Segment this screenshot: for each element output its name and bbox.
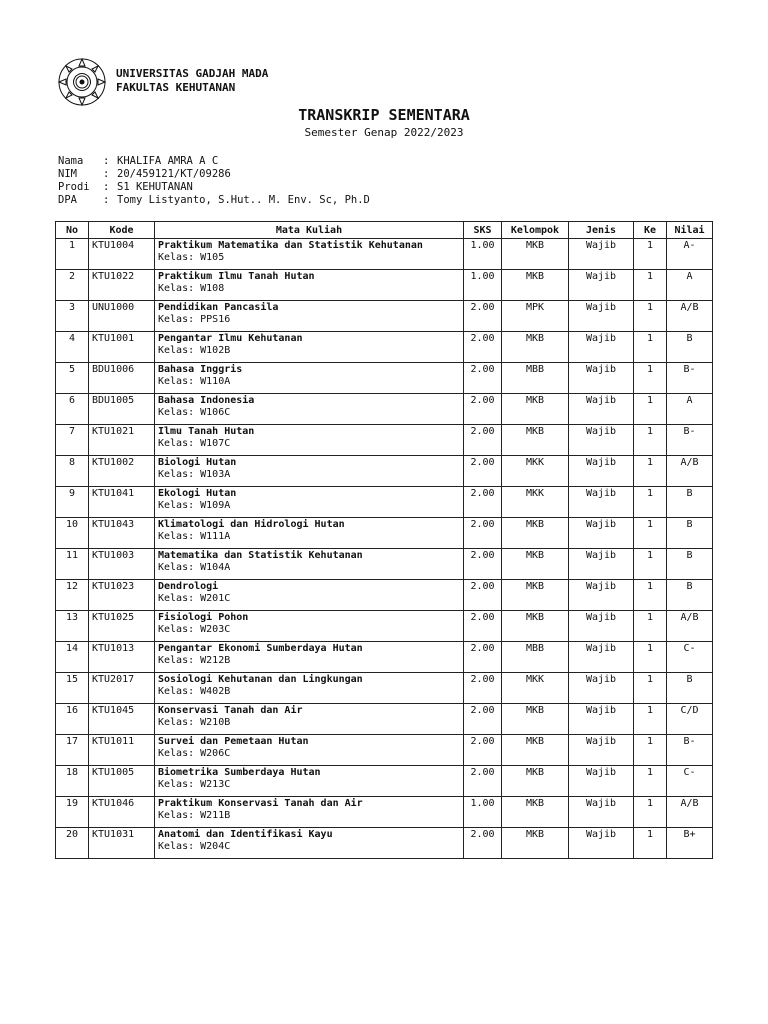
course-name: Dendrologi xyxy=(158,581,219,592)
semester-subtitle: Semester Genap 2022/2023 xyxy=(304,126,464,139)
cell-nilai: B xyxy=(667,580,713,611)
cell-sks: 2.00 xyxy=(464,611,502,642)
table-row xyxy=(56,518,713,549)
cell-jenis: Wajib xyxy=(569,456,634,487)
cell-no: 6 xyxy=(56,394,89,425)
cell-no: 7 xyxy=(56,425,89,456)
cell-no: 17 xyxy=(56,735,89,766)
course-name: Fisiologi Pohon xyxy=(158,612,249,623)
cell-mata-kuliah xyxy=(155,456,464,487)
cell-no: 14 xyxy=(56,642,89,673)
cell-kelompok: MBB xyxy=(502,642,569,673)
course-name: Biologi Hutan xyxy=(158,457,237,468)
cell-no: 13 xyxy=(56,611,89,642)
student-info xyxy=(58,155,370,207)
cell-nilai: A/B xyxy=(667,797,713,828)
course-name: Praktikum Konservasi Tanah dan Air xyxy=(158,798,363,809)
info-label: Nama xyxy=(58,155,84,167)
cell-no: 10 xyxy=(56,518,89,549)
cell-ke: 1 xyxy=(634,580,667,611)
cell-sks: 2.00 xyxy=(464,704,502,735)
cell-sks: 1.00 xyxy=(464,797,502,828)
cell-mata-kuliah xyxy=(155,704,464,735)
cell-kode: KTU1002 xyxy=(89,456,155,487)
cell-ke: 1 xyxy=(634,797,667,828)
cell-sks: 2.00 xyxy=(464,828,502,859)
cell-jenis: Wajib xyxy=(569,425,634,456)
col-header-jenis: Jenis xyxy=(569,222,634,239)
cell-mata-kuliah xyxy=(155,797,464,828)
cell-mata-kuliah xyxy=(155,735,464,766)
course-name: Survei dan Pemetaan Hutan xyxy=(158,736,309,747)
cell-ke: 1 xyxy=(634,766,667,797)
table-row xyxy=(56,487,713,518)
cell-sks: 2.00 xyxy=(464,363,502,394)
cell-kelompok: MKB xyxy=(502,611,569,642)
cell-kode: KTU1011 xyxy=(89,735,155,766)
transcript-table xyxy=(55,221,713,859)
cell-jenis: Wajib xyxy=(569,270,634,301)
info-separator: : xyxy=(103,155,110,167)
cell-kelompok: MKK xyxy=(502,487,569,518)
table-row xyxy=(56,611,713,642)
course-name: Ilmu Tanah Hutan xyxy=(158,426,255,437)
table-row xyxy=(56,549,713,580)
course-class: Kelas: W109A xyxy=(158,499,231,511)
table-row xyxy=(56,766,713,797)
cell-ke: 1 xyxy=(634,363,667,394)
cell-kelompok: MKB xyxy=(502,394,569,425)
cell-mata-kuliah xyxy=(155,549,464,580)
student-info-row xyxy=(58,194,370,207)
cell-mata-kuliah xyxy=(155,487,464,518)
cell-kode: KTU1003 xyxy=(89,549,155,580)
cell-nilai: A xyxy=(667,270,713,301)
cell-no: 20 xyxy=(56,828,89,859)
cell-sks: 2.00 xyxy=(464,673,502,704)
cell-kelompok: MKB xyxy=(502,580,569,611)
cell-jenis: Wajib xyxy=(569,487,634,518)
university-name: UNIVERSITAS GADJAH MADA xyxy=(116,67,269,80)
cell-sks: 2.00 xyxy=(464,394,502,425)
table-row xyxy=(56,301,713,332)
cell-kode: KTU1045 xyxy=(89,704,155,735)
info-label: NIM xyxy=(58,168,77,180)
cell-kode: BDU1006 xyxy=(89,363,155,394)
table-row xyxy=(56,394,713,425)
course-name: Sosiologi Kehutanan dan Lingkungan xyxy=(158,674,363,685)
cell-nilai: B- xyxy=(667,363,713,394)
cell-no: 12 xyxy=(56,580,89,611)
cell-sks: 2.00 xyxy=(464,642,502,673)
cell-mata-kuliah xyxy=(155,363,464,394)
cell-mata-kuliah xyxy=(155,332,464,363)
course-class: Kelas: W402B xyxy=(158,685,231,697)
cell-nilai: B xyxy=(667,332,713,363)
cell-kode: KTU1025 xyxy=(89,611,155,642)
cell-jenis: Wajib xyxy=(569,580,634,611)
cell-jenis: Wajib xyxy=(569,549,634,580)
course-name: Pendidikan Pancasila xyxy=(158,302,279,313)
course-name: Bahasa Indonesia xyxy=(158,395,255,406)
cell-jenis: Wajib xyxy=(569,673,634,704)
cell-mata-kuliah xyxy=(155,580,464,611)
table-row xyxy=(56,239,713,270)
cell-ke: 1 xyxy=(634,301,667,332)
cell-mata-kuliah xyxy=(155,673,464,704)
cell-kode: KTU1022 xyxy=(89,270,155,301)
cell-nilai: C- xyxy=(667,642,713,673)
cell-no: 3 xyxy=(56,301,89,332)
cell-nilai: B xyxy=(667,673,713,704)
cell-ke: 1 xyxy=(634,239,667,270)
cell-nilai: B xyxy=(667,487,713,518)
info-separator: : xyxy=(103,181,110,193)
cell-ke: 1 xyxy=(634,642,667,673)
cell-sks: 2.00 xyxy=(464,301,502,332)
cell-no: 9 xyxy=(56,487,89,518)
cell-kelompok: MKB xyxy=(502,425,569,456)
table-row xyxy=(56,797,713,828)
cell-nilai: A/B xyxy=(667,301,713,332)
cell-ke: 1 xyxy=(634,828,667,859)
cell-kode: KTU1001 xyxy=(89,332,155,363)
cell-ke: 1 xyxy=(634,270,667,301)
cell-nilai: B+ xyxy=(667,828,713,859)
course-name: Matematika dan Statistik Kehutanan xyxy=(158,550,363,561)
cell-kelompok: MKB xyxy=(502,518,569,549)
cell-kelompok: MPK xyxy=(502,301,569,332)
col-header-ke: Ke xyxy=(634,222,667,239)
cell-ke: 1 xyxy=(634,673,667,704)
cell-kelompok: MKB xyxy=(502,549,569,580)
cell-ke: 1 xyxy=(634,704,667,735)
cell-nilai: A- xyxy=(667,239,713,270)
cell-kelompok: MKB xyxy=(502,766,569,797)
info-label: DPA xyxy=(58,194,77,206)
faculty-name: FAKULTAS KEHUTANAN xyxy=(116,81,236,94)
course-class: Kelas: W106C xyxy=(158,406,231,418)
cell-nilai: B xyxy=(667,549,713,580)
course-class: Kelas: W213C xyxy=(158,778,231,790)
info-separator: : xyxy=(103,194,110,206)
cell-ke: 1 xyxy=(634,456,667,487)
course-class: Kelas: W104A xyxy=(158,561,231,573)
course-name: Konservasi Tanah dan Air xyxy=(158,705,303,716)
cell-jenis: Wajib xyxy=(569,766,634,797)
cell-nilai: A/B xyxy=(667,456,713,487)
cell-kelompok: MKB xyxy=(502,735,569,766)
course-class: Kelas: W206C xyxy=(158,747,231,759)
cell-jenis: Wajib xyxy=(569,828,634,859)
cell-jenis: Wajib xyxy=(569,797,634,828)
info-value: KHALIFA AMRA A C xyxy=(117,155,219,167)
cell-mata-kuliah xyxy=(155,642,464,673)
cell-nilai: A/B xyxy=(667,611,713,642)
cell-nilai: B- xyxy=(667,425,713,456)
cell-sks: 1.00 xyxy=(464,239,502,270)
course-name: Praktikum Matematika dan Statistik Kehutanan xyxy=(158,240,423,251)
cell-mata-kuliah xyxy=(155,270,464,301)
cell-jenis: Wajib xyxy=(569,642,634,673)
course-name: Praktikum Ilmu Tanah Hutan xyxy=(158,271,315,282)
cell-kode: KTU1021 xyxy=(89,425,155,456)
col-header-sks: SKS xyxy=(464,222,502,239)
cell-no: 18 xyxy=(56,766,89,797)
course-name: Biometrika Sumberdaya Hutan xyxy=(158,767,321,778)
course-class: Kelas: W105 xyxy=(158,251,225,263)
cell-jenis: Wajib xyxy=(569,518,634,549)
table-row xyxy=(56,363,713,394)
cell-mata-kuliah xyxy=(155,766,464,797)
cell-ke: 1 xyxy=(634,487,667,518)
cell-kode: KTU2017 xyxy=(89,673,155,704)
course-class: Kelas: W201C xyxy=(158,592,231,604)
course-class: Kelas: W212B xyxy=(158,654,231,666)
cell-mata-kuliah xyxy=(155,518,464,549)
course-class: Kelas: W108 xyxy=(158,282,225,294)
info-value: 20/459121/KT/09286 xyxy=(117,168,231,180)
cell-sks: 2.00 xyxy=(464,549,502,580)
cell-no: 16 xyxy=(56,704,89,735)
cell-kode: KTU1004 xyxy=(89,239,155,270)
table-row xyxy=(56,642,713,673)
cell-kode: KTU1043 xyxy=(89,518,155,549)
cell-sks: 2.00 xyxy=(464,456,502,487)
cell-mata-kuliah xyxy=(155,828,464,859)
table-row xyxy=(56,270,713,301)
cell-no: 4 xyxy=(56,332,89,363)
cell-kode: KTU1041 xyxy=(89,487,155,518)
course-name: Bahasa Inggris xyxy=(158,364,243,375)
col-header-mata-kuliah: Mata Kuliah xyxy=(155,222,464,239)
cell-mata-kuliah xyxy=(155,394,464,425)
table-row xyxy=(56,735,713,766)
student-info-row xyxy=(58,168,370,181)
cell-mata-kuliah xyxy=(155,239,464,270)
course-class: Kelas: W110A xyxy=(158,375,231,387)
cell-kode: KTU1031 xyxy=(89,828,155,859)
cell-sks: 2.00 xyxy=(464,332,502,363)
cell-nilai: A xyxy=(667,394,713,425)
cell-no: 19 xyxy=(56,797,89,828)
table-row xyxy=(56,580,713,611)
info-value: S1 KEHUTANAN xyxy=(117,181,193,193)
info-label: Prodi xyxy=(58,181,90,193)
course-class: Kelas: W103A xyxy=(158,468,231,480)
cell-kode: UNU1000 xyxy=(89,301,155,332)
course-class: Kelas: W204C xyxy=(158,840,231,852)
course-class: Kelas: W111A xyxy=(158,530,231,542)
cell-kode: BDU1005 xyxy=(89,394,155,425)
cell-mata-kuliah xyxy=(155,611,464,642)
col-header-kode: Kode xyxy=(89,222,155,239)
cell-no: 8 xyxy=(56,456,89,487)
cell-jenis: Wajib xyxy=(569,735,634,766)
cell-kode: KTU1013 xyxy=(89,642,155,673)
course-class: Kelas: W203C xyxy=(158,623,231,635)
university-logo-icon xyxy=(57,57,107,107)
course-name: Klimatologi dan Hidrologi Hutan xyxy=(158,519,345,530)
cell-mata-kuliah xyxy=(155,425,464,456)
cell-ke: 1 xyxy=(634,394,667,425)
cell-jenis: Wajib xyxy=(569,704,634,735)
course-name: Pengantar Ilmu Kehutanan xyxy=(158,333,303,344)
cell-nilai: C/D xyxy=(667,704,713,735)
col-header-no: No xyxy=(56,222,89,239)
document-title: TRANSKRIP SEMENTARA xyxy=(298,106,470,124)
cell-jenis: Wajib xyxy=(569,394,634,425)
course-class: Kelas: W210B xyxy=(158,716,231,728)
cell-sks: 2.00 xyxy=(464,580,502,611)
cell-mata-kuliah xyxy=(155,301,464,332)
cell-sks: 2.00 xyxy=(464,766,502,797)
table-header-row xyxy=(56,222,713,239)
cell-kelompok: MKK xyxy=(502,456,569,487)
col-header-nilai: Nilai xyxy=(667,222,713,239)
cell-nilai: B xyxy=(667,518,713,549)
cell-kode: KTU1023 xyxy=(89,580,155,611)
info-value: Tomy Listyanto, S.Hut.. M. Env. Sc, Ph.D xyxy=(117,194,370,206)
cell-kode: KTU1046 xyxy=(89,797,155,828)
cell-kelompok: MKB xyxy=(502,704,569,735)
cell-sks: 2.00 xyxy=(464,735,502,766)
cell-jenis: Wajib xyxy=(569,363,634,394)
cell-ke: 1 xyxy=(634,518,667,549)
course-class: Kelas: W102B xyxy=(158,344,231,356)
table-row xyxy=(56,332,713,363)
info-separator: : xyxy=(103,168,110,180)
table-row xyxy=(56,456,713,487)
course-class: Kelas: W107C xyxy=(158,437,231,449)
cell-jenis: Wajib xyxy=(569,611,634,642)
cell-jenis: Wajib xyxy=(569,239,634,270)
cell-no: 11 xyxy=(56,549,89,580)
cell-ke: 1 xyxy=(634,611,667,642)
course-class: Kelas: PPS16 xyxy=(158,313,231,325)
student-info-row xyxy=(58,181,370,194)
cell-sks: 2.00 xyxy=(464,425,502,456)
student-info-row xyxy=(58,155,370,168)
cell-sks: 2.00 xyxy=(464,487,502,518)
cell-sks: 1.00 xyxy=(464,270,502,301)
cell-kelompok: MBB xyxy=(502,363,569,394)
cell-jenis: Wajib xyxy=(569,301,634,332)
cell-no: 5 xyxy=(56,363,89,394)
cell-kelompok: MKB xyxy=(502,270,569,301)
cell-nilai: C- xyxy=(667,766,713,797)
course-name: Pengantar Ekonomi Sumberdaya Hutan xyxy=(158,643,363,654)
col-header-kelompok: Kelompok xyxy=(502,222,569,239)
cell-sks: 2.00 xyxy=(464,518,502,549)
cell-no: 15 xyxy=(56,673,89,704)
cell-ke: 1 xyxy=(634,332,667,363)
cell-kelompok: MKB xyxy=(502,828,569,859)
table-row xyxy=(56,673,713,704)
cell-ke: 1 xyxy=(634,735,667,766)
cell-no: 2 xyxy=(56,270,89,301)
course-name: Ekologi Hutan xyxy=(158,488,237,499)
course-class: Kelas: W211B xyxy=(158,809,231,821)
course-name: Anatomi dan Identifikasi Kayu xyxy=(158,829,333,840)
cell-kelompok: MKB xyxy=(502,797,569,828)
cell-kelompok: MKK xyxy=(502,673,569,704)
table-row xyxy=(56,828,713,859)
cell-ke: 1 xyxy=(634,425,667,456)
cell-no: 1 xyxy=(56,239,89,270)
table-row xyxy=(56,704,713,735)
table-row xyxy=(56,425,713,456)
cell-jenis: Wajib xyxy=(569,332,634,363)
cell-kelompok: MKB xyxy=(502,332,569,363)
cell-nilai: B- xyxy=(667,735,713,766)
cell-kode: KTU1005 xyxy=(89,766,155,797)
cell-kelompok: MKB xyxy=(502,239,569,270)
cell-ke: 1 xyxy=(634,549,667,580)
